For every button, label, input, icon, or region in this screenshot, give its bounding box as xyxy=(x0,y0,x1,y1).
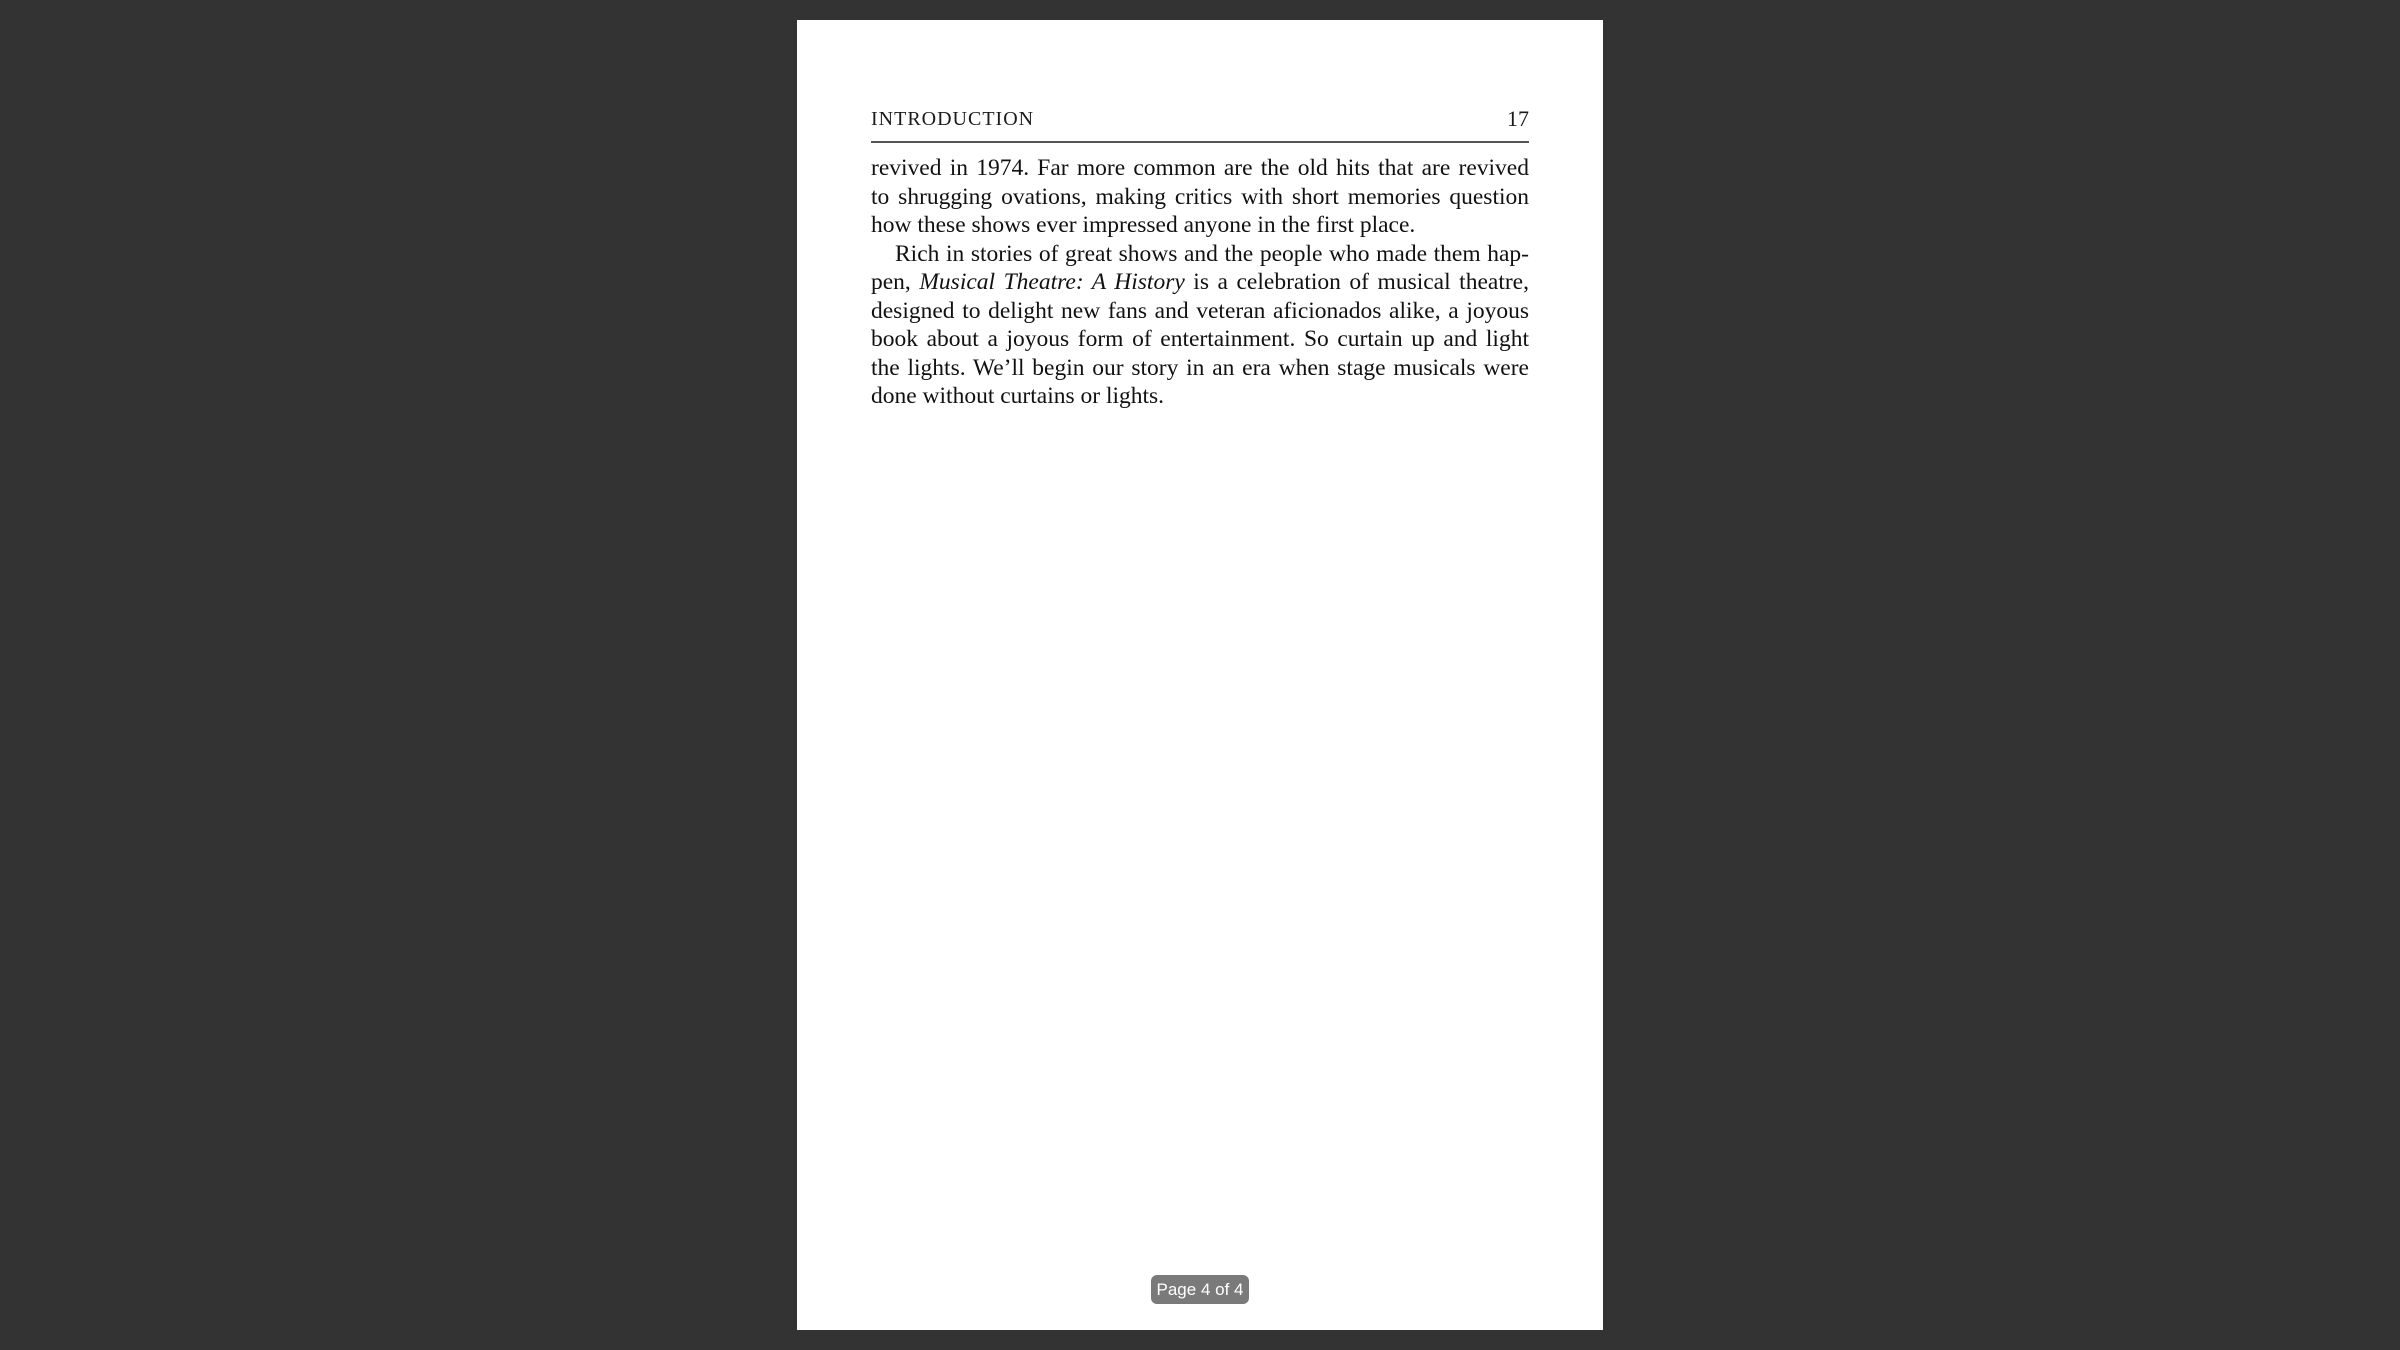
paragraph xyxy=(871,240,1529,411)
text-line: book about a joyous form of entertainment. So curtain up and light xyxy=(871,326,1529,352)
text-line: revived in 1974. Far more common are the old hits that are revived xyxy=(871,155,1529,181)
book-title: Musical Theatre: A History xyxy=(919,269,1185,295)
text-line: how these shows ever impressed anyone in the first place. xyxy=(871,212,1416,238)
text-line: to shrugging ovations, making critics with short memories question xyxy=(871,183,1529,210)
document-page xyxy=(797,20,1603,1330)
body-text xyxy=(871,154,1529,411)
page-indicator: Page 4 of 4 xyxy=(1151,1275,1249,1304)
page-number: 17 xyxy=(1507,106,1529,131)
text-line: done without curtains or lights. xyxy=(871,383,1165,409)
section-title: INTRODUCTION xyxy=(871,108,1035,130)
text-line: designed to delight new fans and veteran aficionados alike, a joyous xyxy=(871,297,1529,324)
text-segment: pen, xyxy=(871,269,920,295)
text-segment: is a celebration of musical theatre, xyxy=(1184,269,1529,295)
text-line xyxy=(871,268,1529,297)
text-line: Rich in stories of great shows and the people who made them hap- xyxy=(895,240,1529,267)
running-head xyxy=(871,88,1529,143)
paragraph xyxy=(871,154,1529,240)
text-line: the lights. We’ll begin our story in an era when stage musicals were xyxy=(871,354,1529,381)
